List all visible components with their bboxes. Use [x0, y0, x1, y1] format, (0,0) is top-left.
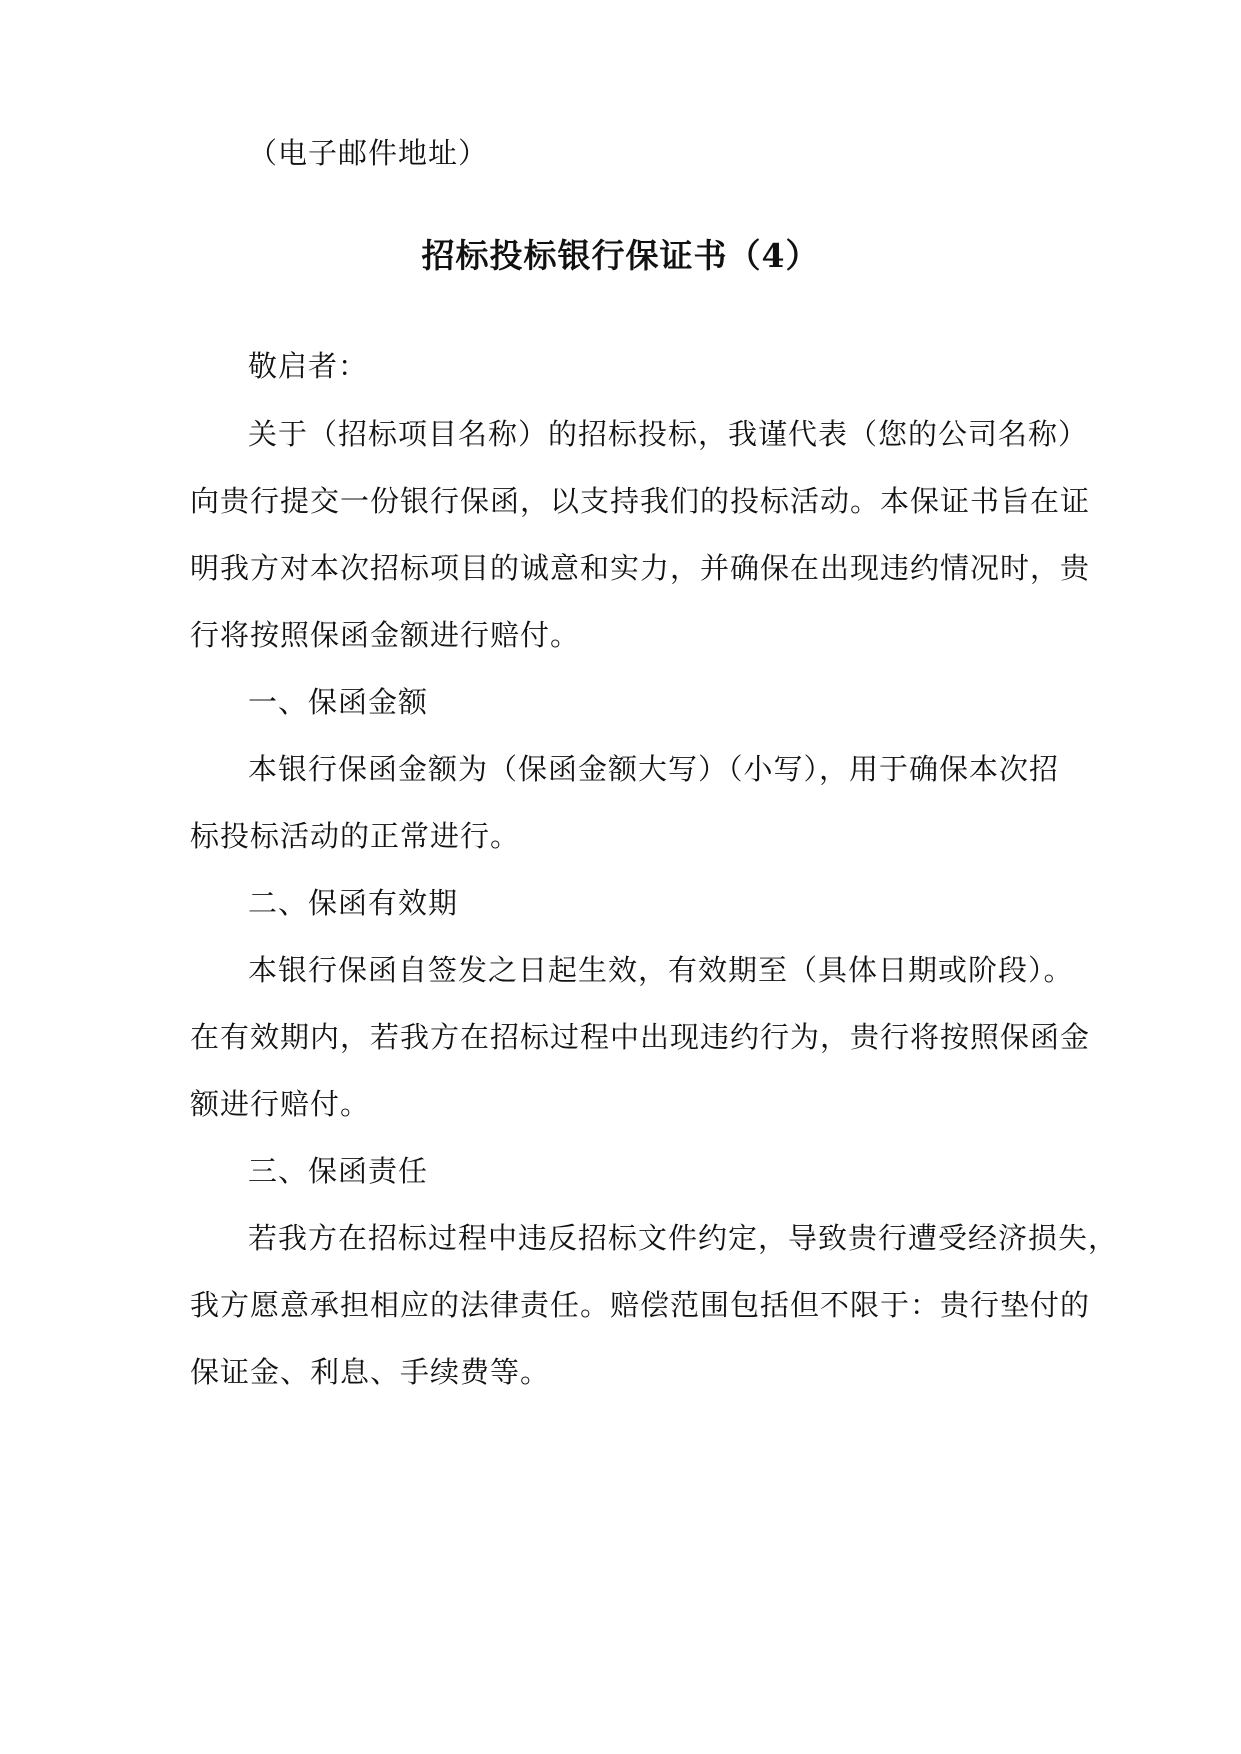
salutation: 敬启者：: [248, 349, 369, 383]
section-1-heading: 一、保函金额: [248, 685, 429, 719]
section-2-line-1: 本银行保函自签发之日起生效，有效期至（具体日期或阶段）。: [248, 953, 1074, 987]
section-2-heading: 二、保函有效期: [248, 886, 459, 920]
section-3-heading: 三、保函责任: [248, 1154, 429, 1188]
section-2-line-3: 额进行赔付。: [190, 1087, 371, 1121]
intro-line-4: 行将按照保函金额进行赔付。: [190, 618, 581, 652]
intro-line-3: 明我方对本次招标项目的诚意和实力，并确保在出现违约情况时，贵: [190, 551, 1091, 585]
section-1-line-2: 标投标活动的正常进行。: [190, 819, 521, 853]
section-3-line-2: 我方愿意承担相应的法律责任。赔偿范围包括但不限于：贵行垫付的: [190, 1288, 1091, 1322]
intro-line-2: 向贵行提交一份银行保函，以支持我们的投标活动。本保证书旨在证: [190, 484, 1091, 518]
section-3-line-3: 保证金、利息、手续费等。: [190, 1355, 551, 1389]
intro-line-1: 关于（招标项目名称）的招标投标，我谨代表（您的公司名称）: [248, 417, 1089, 451]
section-1-line-1: 本银行保函金额为（保函金额大写）（小写），用于确保本次招: [248, 752, 1060, 786]
section-2-line-2: 在有效期内，若我方在招标过程中出现违约行为，贵行将按照保函金: [190, 1020, 1091, 1054]
document-title: 招标投标银行保证书（4）: [421, 236, 820, 275]
email-address-placeholder: （电子邮件地址）: [248, 136, 489, 170]
section-3-line-1: 若我方在招标过程中违反招标文件约定，导致贵行遭受经济损失，: [248, 1221, 1119, 1255]
